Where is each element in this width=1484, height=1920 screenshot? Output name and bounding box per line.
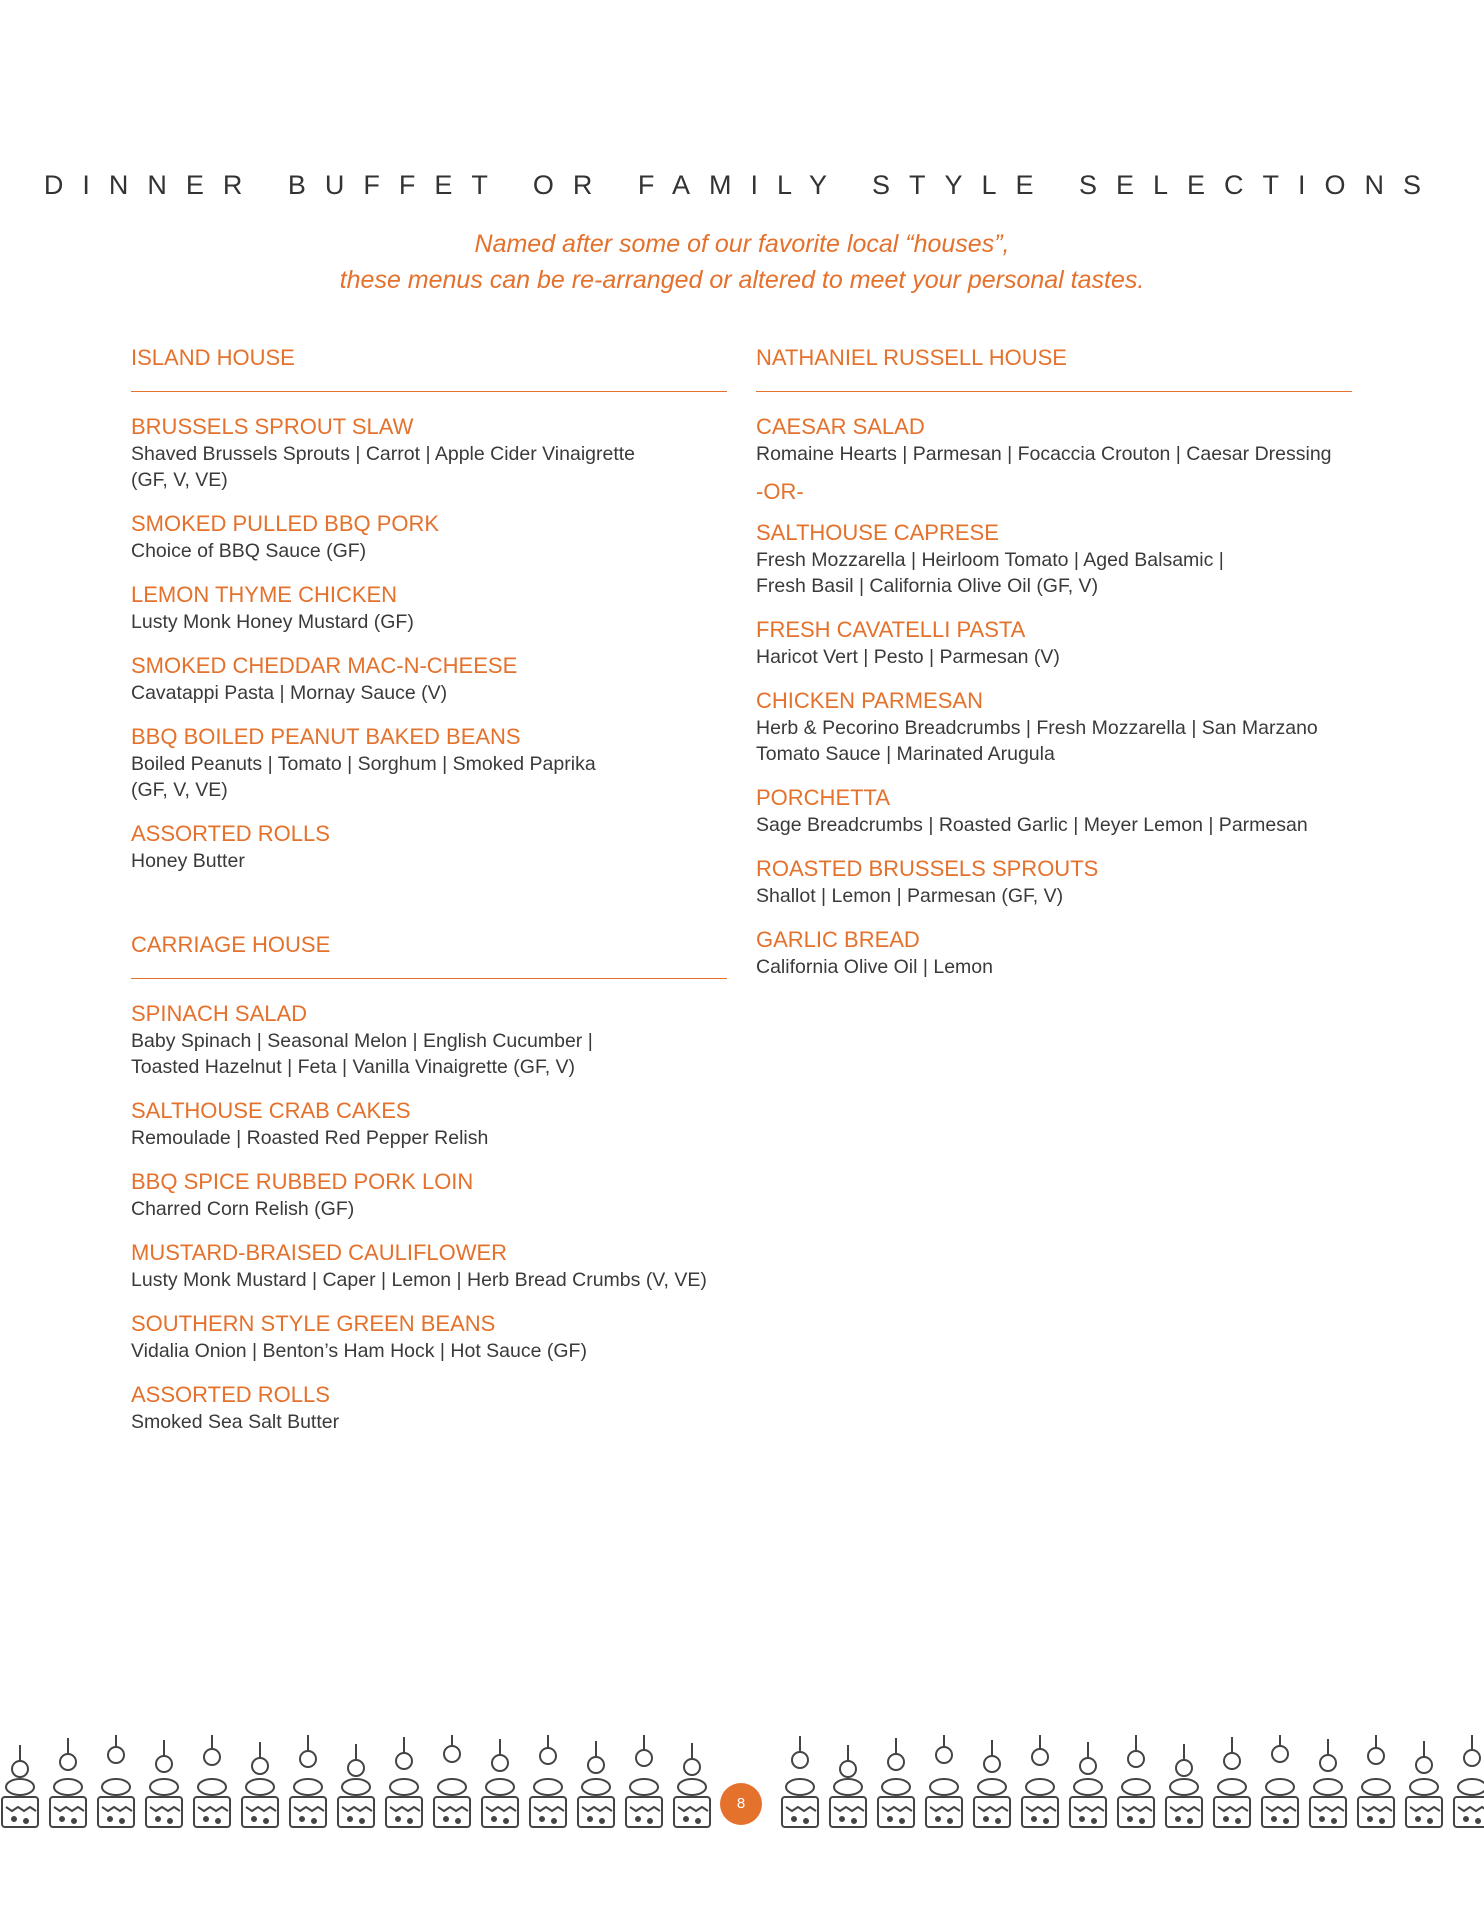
menu-item-description: Smoked Sea Salt Butter (131, 1411, 340, 1433)
menu-item-name: CAESAR SALAD (756, 414, 925, 439)
menu-item (131, 1167, 727, 1222)
menu-item-name: LEMON THYME CHICKEN (131, 582, 398, 607)
menu-item (756, 925, 1352, 980)
section-title: CARRIAGE HOUSE (131, 930, 727, 979)
subtitle-line-2: these menus can be re-arranged or altered to meet your personal tastes. (339, 266, 1145, 294)
menu-item-description: Honey Butter (131, 850, 245, 872)
menu-item (131, 651, 727, 706)
menu-item (756, 412, 1352, 467)
menu-item-name: ASSORTED ROLLS (131, 1382, 330, 1407)
menu-item (131, 722, 727, 803)
menu-item (131, 1096, 727, 1151)
or-divider: -OR- (756, 479, 804, 504)
menu-item-name: FRESH CAVATELLI PASTA (756, 617, 1026, 642)
menu-item-description: Cavatappi Pasta | Mornay Sauce (V) (131, 682, 448, 704)
menu-item-description: Charred Corn Relish (GF) (131, 1198, 355, 1220)
menu-item-name: SPINACH SALAD (131, 1001, 308, 1026)
menu-item (131, 509, 727, 564)
menu-item-description: Romaine Hearts | Parmesan | Focaccia Crouton | Caesar Dressing (756, 443, 1332, 465)
menu-item-description: Boiled Peanuts | Tomato | Sorghum | Smoked Paprika (131, 753, 596, 775)
menu-item-name: ASSORTED ROLLS (131, 821, 330, 846)
menu-item (131, 1238, 727, 1293)
menu-item-name: BRUSSELS SPROUT SLAW (131, 414, 414, 439)
menu-item-name: SALTHOUSE CRAB CAKES (131, 1098, 411, 1123)
page-number-badge: 8 (720, 1783, 762, 1825)
menu-item-description: Tomato Sauce | Marinated Arugula (756, 743, 1055, 765)
menu-item-description: Vidalia Onion | Benton’s Ham Hock | Hot Sauce (GF) (131, 1340, 587, 1362)
carriage-house-section (131, 930, 727, 1435)
menu-item (756, 783, 1352, 838)
menu-item-description: Toasted Hazelnut | Feta | Vanilla Vinaigrette (GF, V) (131, 1056, 576, 1078)
menu-item-description: Shaved Brussels Sprouts | Carrot | Apple Cider Vinaigrette (131, 443, 636, 465)
menu-item-description: Baby Spinach | Seasonal Melon | English Cucumber | (131, 1030, 593, 1052)
island-house-section (131, 343, 727, 874)
subtitle-line-1: Named after some of our favorite local “houses”, (474, 230, 1010, 258)
menu-item-description: Lusty Monk Honey Mustard (GF) (131, 611, 414, 633)
menu-item (131, 580, 727, 635)
menu-item-description: (GF, V, VE) (131, 779, 228, 801)
menu-item-description: Herb & Pecorino Breadcrumbs | Fresh Mozzarella | San Marzano (756, 717, 1318, 739)
menu-item-name: GARLIC BREAD (756, 927, 920, 952)
menu-item-name: BBQ SPICE RUBBED PORK LOIN (131, 1169, 474, 1194)
page-title: DINNER BUFFET OR FAMILY STYLE SELECTIONS (43, 170, 1441, 200)
menu-item-description: (GF, V, VE) (131, 469, 228, 491)
section-title: NATHANIEL RUSSELL HOUSE (756, 343, 1352, 392)
menu-item-description: Fresh Mozzarella | Heirloom Tomato | Aged Balsamic | (756, 549, 1224, 571)
nathaniel-russell-house-section (756, 343, 1352, 980)
menu-item (131, 819, 727, 874)
menu-item-description: California Olive Oil | Lemon (756, 956, 993, 978)
menu-item-description: Sage Breadcrumbs | Roasted Garlic | Meyer Lemon | Parmesan (756, 814, 1308, 836)
menu-item-description: Fresh Basil | California Olive Oil (GF, V) (756, 575, 1099, 597)
left-column (131, 343, 727, 1491)
menu-item-name: SMOKED PULLED BBQ PORK (131, 511, 440, 536)
menu-item-description: Shallot | Lemon | Parmesan (GF, V) (756, 885, 1064, 907)
menu-item (756, 854, 1352, 909)
menu-item-description: Choice of BBQ Sauce (GF) (131, 540, 367, 562)
menu-item-name: ROASTED BRUSSELS SPROUTS (756, 856, 1099, 881)
menu-item (756, 686, 1352, 767)
menu-item-description: Lusty Monk Mustard | Caper | Lemon | Herb Bread Crumbs (V, VE) (131, 1269, 707, 1291)
right-column (756, 343, 1352, 1036)
menu-item-name: MUSTARD-BRAISED CAULIFLOWER (131, 1240, 508, 1265)
menu-item-name: CHICKEN PARMESAN (756, 688, 983, 713)
menu-item (131, 1309, 727, 1364)
menu-item-name: SMOKED CHEDDAR MAC-N-CHEESE (131, 653, 518, 678)
menu-item-description: Remoulade | Roasted Red Pepper Relish (131, 1127, 489, 1149)
menu-item (756, 615, 1352, 670)
menu-item-name: PORCHETTA (756, 785, 891, 810)
menu-item-name: SOUTHERN STYLE GREEN BEANS (131, 1311, 496, 1336)
menu-item-name: SALTHOUSE CAPRESE (756, 520, 999, 545)
menu-item-description: Haricot Vert | Pesto | Parmesan (V) (756, 646, 1060, 668)
section-title: ISLAND HOUSE (131, 343, 727, 392)
menu-item-name: BBQ BOILED PEANUT BAKED BEANS (131, 724, 521, 749)
menu-item (131, 412, 727, 493)
menu-item (131, 1380, 727, 1435)
page-subtitle (0, 226, 1484, 298)
menu-item (131, 999, 727, 1080)
menu-item (756, 518, 1352, 599)
